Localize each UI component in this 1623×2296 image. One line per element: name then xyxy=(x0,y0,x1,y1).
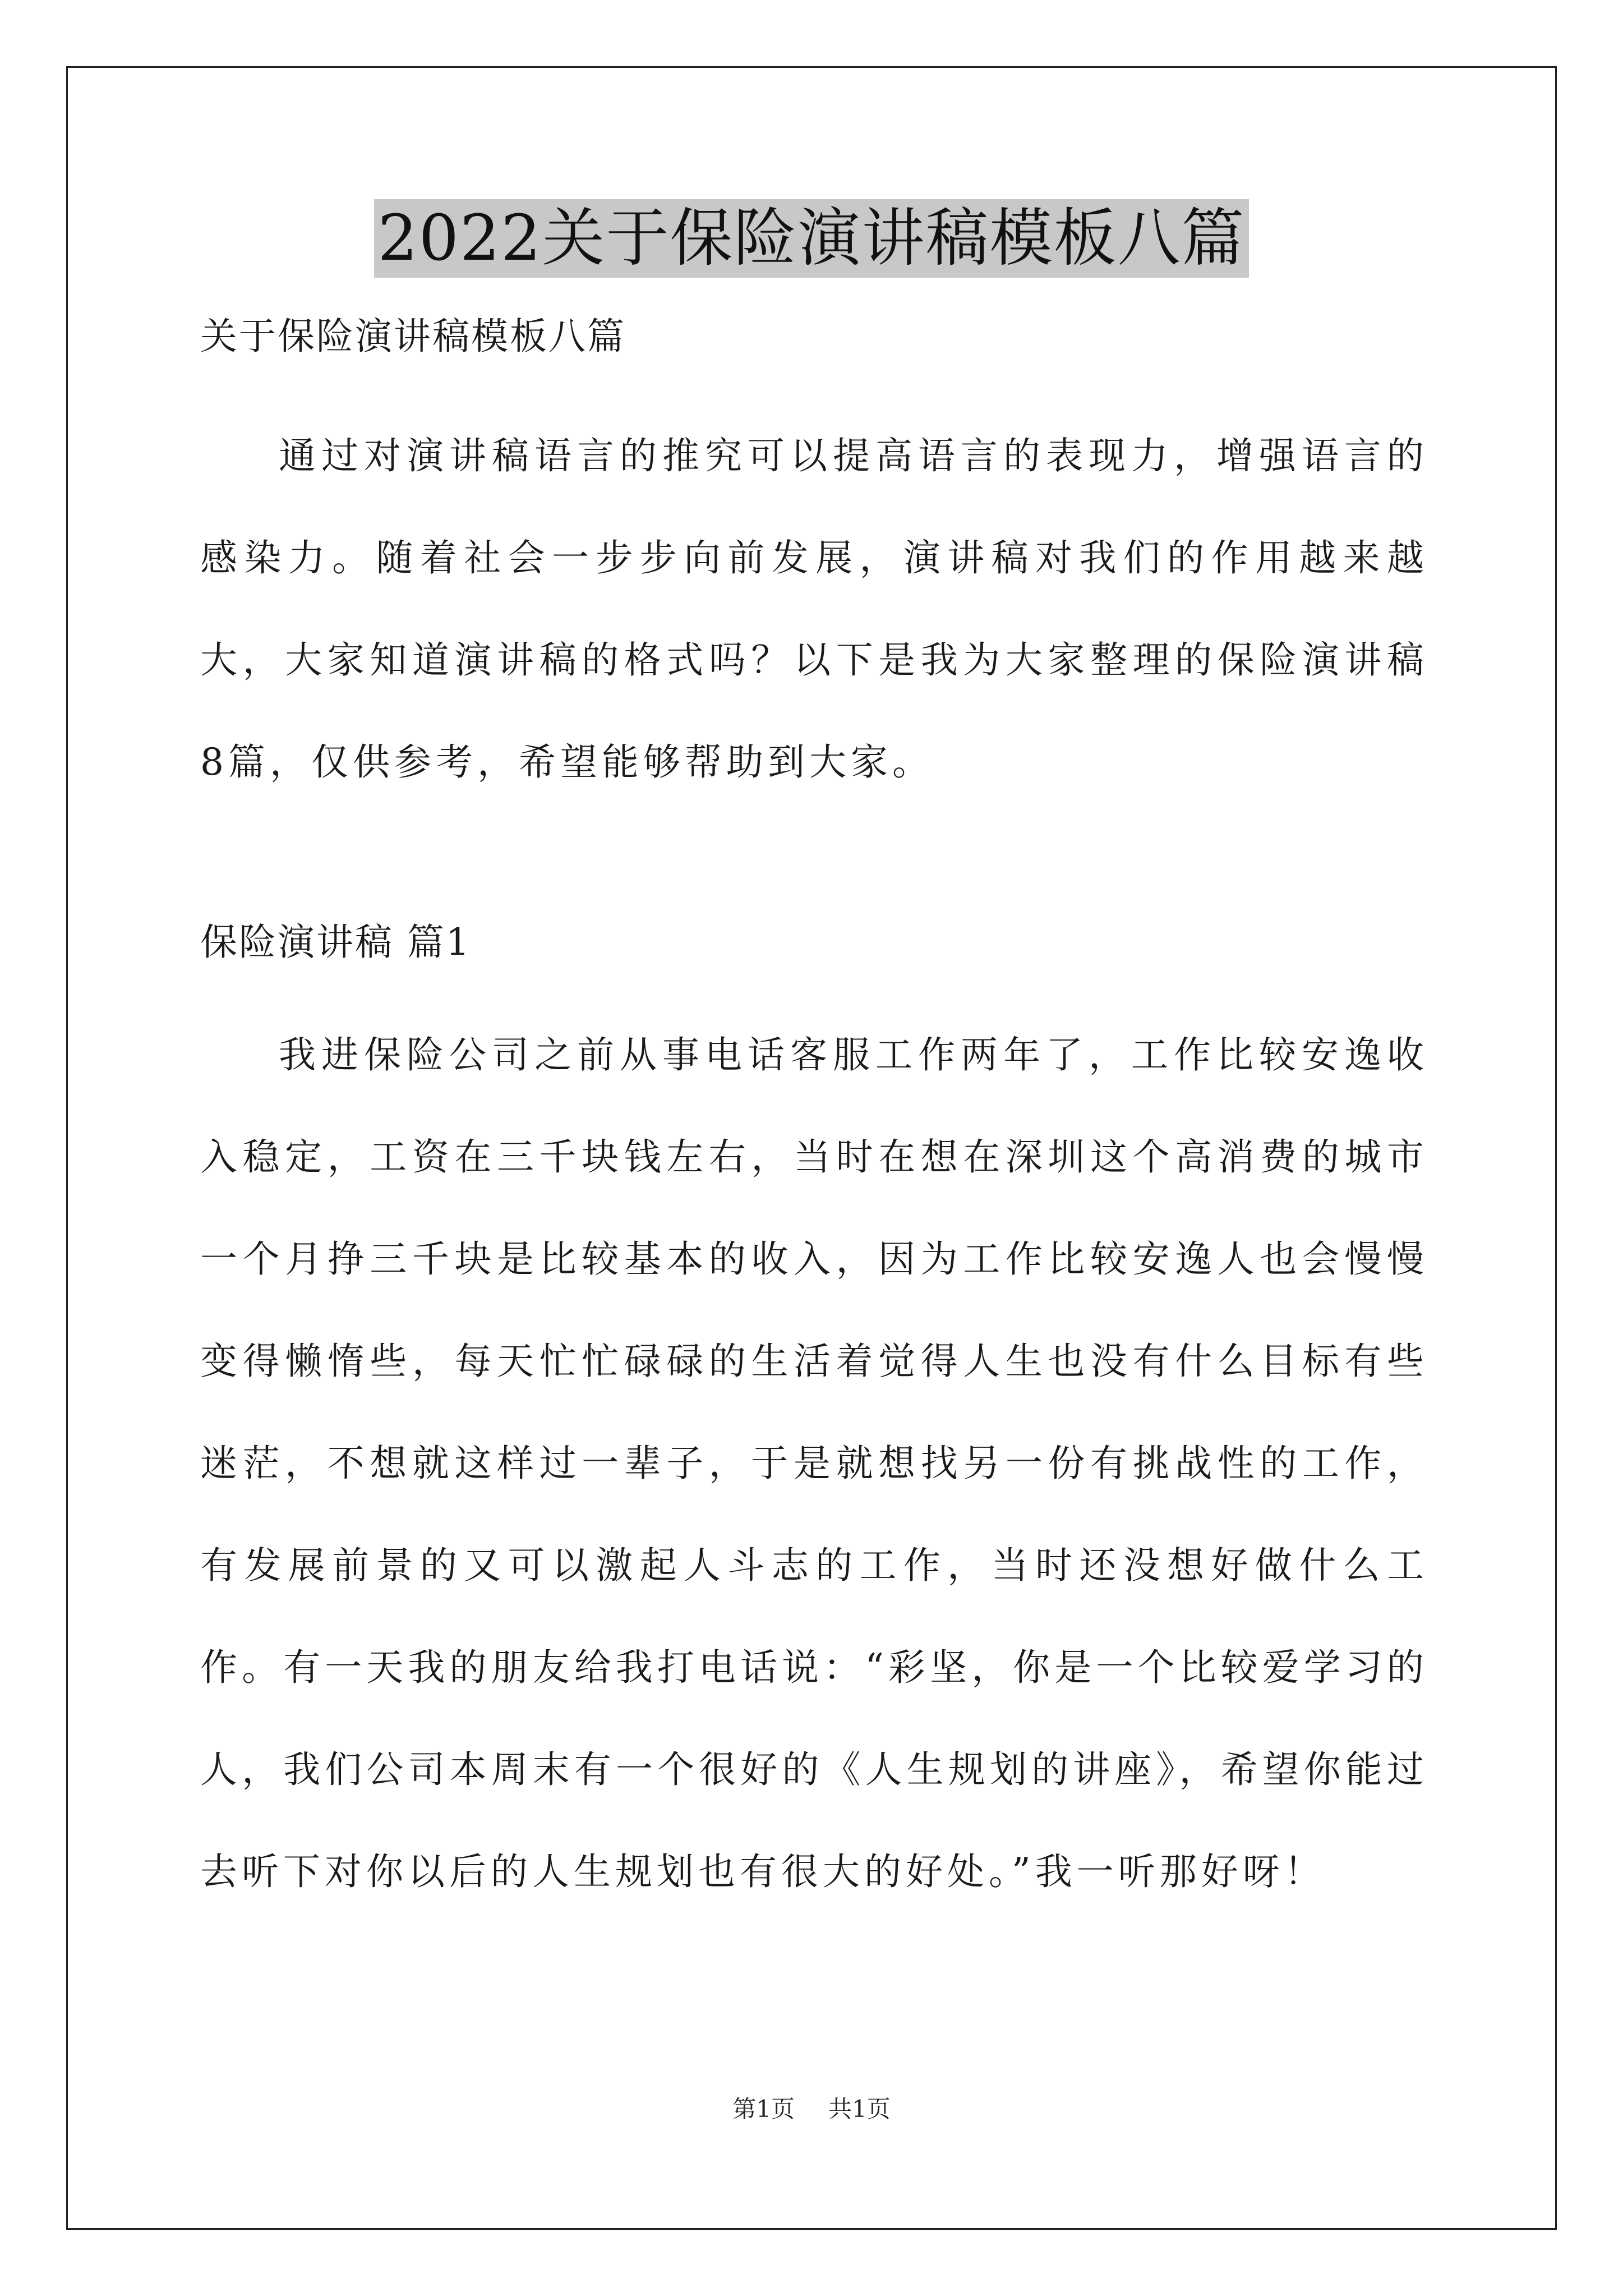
section-paragraph: 我进保险公司之前从事电话客服工作两年了，工作比较安逸收入稳定，工资在三千块钱左右，当时在想在深圳这个高消费的城市一个月挣三千块是比较基本的收入，因为工作比较安逸人也会慢慢变得懒惰些，每天忙忙碌碌的生活着觉得人生也没有什么目标有些迷茫，不想就这样过一辈子，于是就想找另一份有挑战性的工作，有发展前景的又可以激起人斗志的工作，当时还没想好做什么工作。有一天我的朋友给我打电话说：“彩坚，你是一个比较爱学习的人，我们公司本周末有一个很好的《人生规划的讲座》，希望你能过去听下对你以后的人生规划也有很大的好处。”我一听那好呀！ xyxy=(200,1033,1428,1893)
document-body xyxy=(200,314,1428,1923)
page-footer xyxy=(0,2095,1623,2123)
section-heading: 保险演讲稿 篇1 xyxy=(200,921,471,964)
page-number: 第1页 xyxy=(732,2095,795,2123)
document-title: 2022关于保险演讲稿模板八篇 xyxy=(374,199,1248,278)
intro-paragraph: 通过对演讲稿语言的推究可以提高语言的表现力，增强语言的感染力。随着社会一步步向前发展，演讲稿对我们的作用越来越大，大家知道演讲稿的格式吗？以下是我为大家整理的保险演讲稿8篇，仅供参考，希望能够帮助到大家。 xyxy=(200,434,1428,784)
page-total: 共1页 xyxy=(828,2095,891,2123)
document-subtitle: 关于保险演讲稿模板八篇 xyxy=(200,315,626,358)
title-container xyxy=(0,199,1623,278)
